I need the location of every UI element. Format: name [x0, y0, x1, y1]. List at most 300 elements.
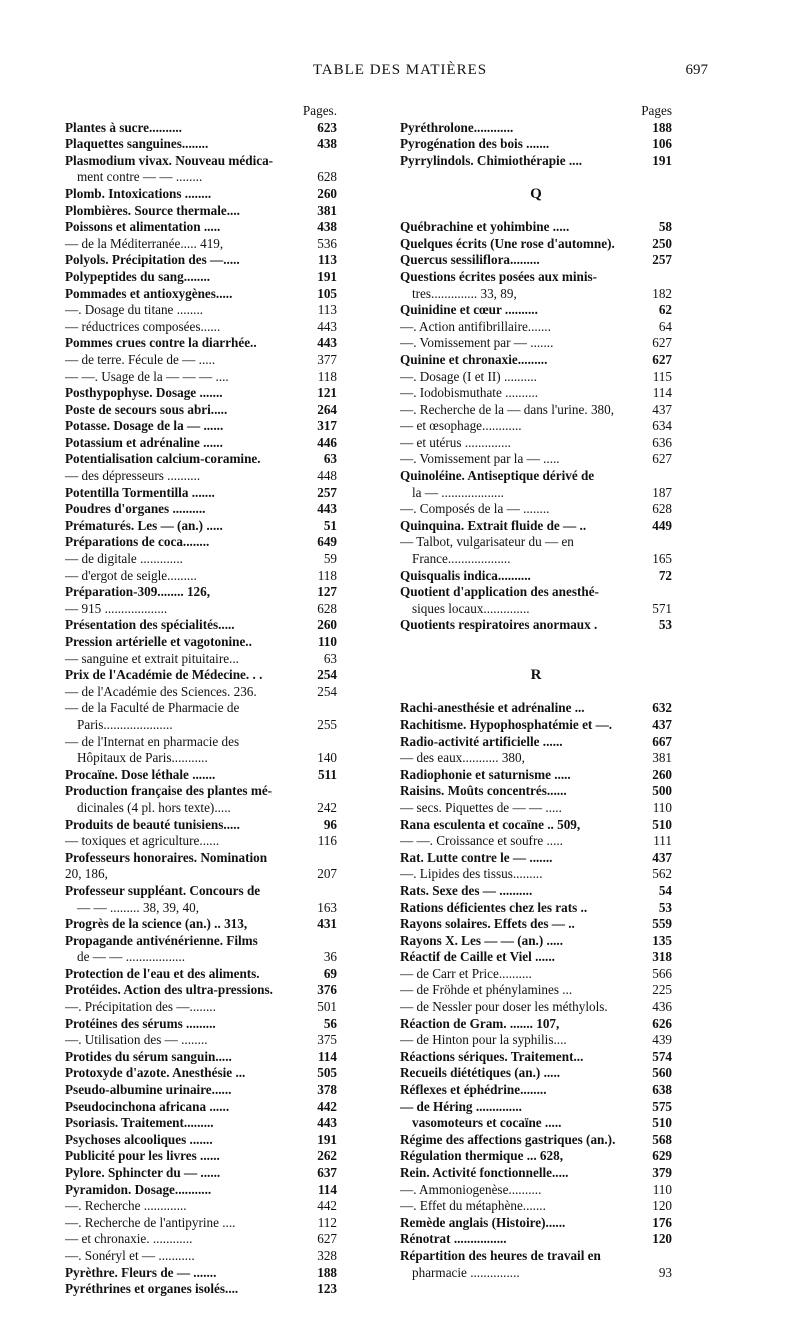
index-entry	[400, 286, 672, 303]
entry-page: 437	[652, 401, 672, 417]
entry-text: Réflexes et éphédrine........	[400, 1082, 547, 1098]
index-entry	[65, 750, 337, 767]
index-entry	[65, 219, 337, 236]
entry-page: 318	[652, 949, 672, 965]
entry-page: 64	[658, 318, 672, 334]
entry-page: 571	[652, 600, 672, 616]
entry-text: — d'ergot de seigle.........	[65, 567, 197, 583]
entry-page: 628	[317, 600, 337, 616]
entry-page: 191	[317, 268, 337, 284]
entry-page: 225	[652, 982, 672, 998]
entry-page: 254	[317, 683, 337, 699]
index-entry	[65, 999, 337, 1016]
entry-page: 106	[652, 136, 672, 152]
entry-text: Radiophonie et saturnisme .....	[400, 766, 571, 782]
index-entry	[400, 1182, 672, 1199]
entry-page: 376	[317, 982, 337, 998]
index-entry	[65, 1198, 337, 1215]
entry-page: 188	[317, 1264, 337, 1280]
entry-text: —. Sonéryl et — ...........	[65, 1247, 195, 1263]
entry-page: 328	[317, 1247, 337, 1263]
entry-text: — de digitale .............	[65, 551, 183, 567]
index-entry	[65, 319, 337, 336]
entry-page: 120	[652, 1231, 672, 1247]
entry-page: 443	[317, 335, 337, 351]
entry-text: Poissons et alimentation .....	[65, 219, 221, 235]
index-entry	[400, 767, 672, 784]
entry-text: vasomoteurs et cocaïne .....	[412, 1115, 562, 1131]
index-entry	[400, 319, 672, 336]
index-entry	[400, 833, 672, 850]
spacer	[400, 203, 672, 220]
entry-text: —. Action antifibrillaire.......	[400, 318, 551, 334]
entry-page: 63	[323, 451, 337, 467]
index-entry	[65, 1099, 337, 1116]
index-entry	[65, 949, 337, 966]
entry-page: 110	[652, 799, 672, 815]
entry-text: pharmacie ...............	[412, 1264, 520, 1280]
index-entry	[400, 1132, 672, 1149]
entry-page: 111	[653, 833, 672, 849]
entry-text: —. Iodobismuthate ..........	[400, 385, 539, 401]
index-entry	[65, 236, 337, 253]
entry-text: Questions écrites posées aux minis-	[400, 268, 598, 284]
index-entry	[65, 451, 337, 468]
entry-text: —. Précipitation des —........	[65, 999, 216, 1015]
entry-page: 110	[652, 1181, 672, 1197]
entry-text: Préparation-309........ 126,	[65, 584, 211, 600]
entry-page: 667	[652, 733, 672, 749]
entry-text: —. Recherche de la — dans l'urine. 380,	[400, 401, 615, 417]
entry-page: 250	[652, 235, 672, 251]
entry-text: Rénotrat ................	[400, 1231, 507, 1247]
entry-text: 20, 186,	[65, 866, 108, 882]
entry-text: Procaïne. Dose léthale .......	[65, 766, 216, 782]
index-entry	[400, 734, 672, 751]
entry-page: 118	[317, 368, 337, 384]
entry-page: 113	[317, 252, 337, 268]
entry-text: — — ......... 38, 39, 40,	[77, 899, 199, 915]
index-entry	[65, 933, 337, 950]
entry-text: Hôpitaux de Paris...........	[77, 750, 208, 766]
entry-page: 575	[652, 1098, 672, 1114]
entry-text: —. Lipides des tissus.........	[400, 866, 543, 882]
entry-text: Rat. Lutte contre le — .......	[400, 849, 553, 865]
entry-page: 438	[317, 136, 337, 152]
index-entry	[400, 783, 672, 800]
entry-text: Protéides. Action des ultra-pressions.	[65, 982, 273, 998]
entry-page: 51	[323, 517, 337, 533]
index-entry	[65, 900, 337, 917]
entry-text: Régulation thermique ... 628,	[400, 1148, 564, 1164]
entry-text: — toxiques et agriculture......	[65, 833, 220, 849]
entry-page: 110	[317, 634, 337, 649]
entry-page: 260	[317, 617, 337, 633]
entry-page: 176	[652, 1214, 672, 1230]
entry-text: Potassium et adrénaline ......	[65, 434, 223, 450]
index-entry	[400, 883, 672, 900]
entry-page: 449	[652, 517, 672, 533]
entry-text: Production française des plantes mé-	[65, 783, 273, 799]
entry-text: Pommades et antioxygènes.....	[65, 285, 233, 301]
index-entry	[65, 783, 337, 800]
entry-text: dicinales (4 pl. hors texte).....	[77, 799, 231, 815]
index-entry	[65, 286, 337, 303]
index-entry	[65, 1065, 337, 1082]
index-entry	[400, 982, 672, 999]
index-entry	[65, 568, 337, 585]
index-entry	[400, 1082, 672, 1099]
index-entry	[400, 435, 672, 452]
index-entry	[65, 518, 337, 535]
entry-text: Rein. Activité fonctionnelle.....	[400, 1165, 569, 1180]
entry-page: 116	[317, 833, 337, 849]
entry-text: Pression artérielle et vagotonine..	[65, 634, 252, 649]
entry-page: 105	[317, 285, 337, 301]
entry-text: Pages	[641, 103, 672, 118]
entry-page: 559	[652, 916, 672, 932]
index-entry	[65, 617, 337, 634]
entry-text: — de terre. Fécule de — .....	[65, 351, 216, 367]
index-entry	[400, 219, 672, 236]
index-entry	[65, 402, 337, 419]
index-entry	[400, 800, 672, 817]
index-entry	[65, 800, 337, 817]
index-entry	[400, 136, 672, 153]
entry-page: 536	[317, 235, 337, 251]
index-entry	[400, 949, 672, 966]
entry-text: Protéines des sérums .........	[65, 1015, 216, 1031]
entry-text: Répartition des heures de travail en	[400, 1247, 601, 1263]
entry-page: 627	[317, 1231, 337, 1247]
entry-page: 377	[317, 351, 337, 367]
index-entry	[400, 418, 672, 435]
entry-text: — de la Faculté de Pharmacie de	[65, 700, 240, 716]
index-entry	[65, 352, 337, 369]
entry-page: 123	[317, 1281, 337, 1297]
entry-page: 114	[317, 1048, 337, 1064]
index-entry	[400, 1198, 672, 1215]
index-entry	[65, 103, 337, 120]
entry-text: Quercus sessiliflora.........	[400, 252, 540, 268]
entry-text: la — ...................	[412, 484, 504, 500]
index-entry	[400, 817, 672, 834]
entry-text: Prix de l'Académie de Médecine. . .	[65, 667, 263, 683]
index-entry	[65, 651, 337, 668]
entry-page: 165	[652, 551, 672, 567]
entry-text: —. Vomissement par — .......	[400, 335, 554, 351]
entry-text: — de Hinton pour la syphilis....	[400, 1032, 567, 1048]
entry-text: Rachitisme. Hypophosphatémie et —.	[400, 716, 613, 732]
entry-text: Propagande antivénérienne. Films	[65, 932, 258, 948]
entry-text: Poste de secours sous abri.....	[65, 401, 228, 417]
index-entry	[65, 418, 337, 435]
entry-text: Plomb. Intoxications ........	[65, 185, 212, 201]
index-entry	[400, 1231, 672, 1248]
entry-text: Polyols. Précipitation des —.....	[65, 252, 240, 268]
entry-page: 163	[317, 899, 337, 915]
index-entry	[400, 750, 672, 767]
entry-page: 114	[317, 1181, 337, 1197]
index-entry	[65, 717, 337, 734]
index-entry	[400, 153, 672, 170]
index-entry	[65, 385, 337, 402]
entry-page: 58	[658, 219, 672, 235]
entry-page: 511	[317, 766, 337, 782]
entry-text: Pseudocinchona africana ......	[65, 1098, 230, 1114]
index-entry	[400, 1265, 672, 1282]
entry-text: Quotient d'application des anesthé-	[400, 584, 599, 600]
entry-page: 510	[652, 1115, 672, 1131]
entry-page: 115	[652, 368, 672, 384]
index-entry	[65, 485, 337, 502]
entry-text: — 915 ...................	[65, 600, 168, 616]
entry-text: Protoxyde d'azote. Anesthésie ...	[65, 1065, 246, 1081]
page-header	[0, 62, 800, 86]
entry-page: 188	[652, 119, 672, 135]
index-entry	[65, 601, 337, 618]
entry-text: —. Utilisation des — ........	[65, 1032, 208, 1048]
index-entry	[65, 153, 337, 170]
entry-page: 381	[317, 202, 337, 218]
entry-page: 257	[317, 484, 337, 500]
entry-page: 53	[658, 617, 672, 633]
index-entry	[400, 568, 672, 585]
index-entry	[65, 883, 337, 900]
index-entry	[65, 684, 337, 701]
entry-text: Pages.	[302, 103, 337, 118]
entry-text: Potentialisation calcium-coramine.	[65, 451, 261, 467]
entry-page: 442	[317, 1198, 337, 1214]
index-entry	[65, 1049, 337, 1066]
entry-text: Quotients respiratoires anormaux .	[400, 617, 598, 633]
entry-page: 505	[317, 1065, 337, 1081]
entry-page: 59	[323, 551, 337, 567]
entry-page: 113	[317, 302, 337, 318]
entry-page: 437	[652, 849, 672, 865]
entry-text: —. Composés de la — ........	[400, 501, 550, 517]
index-entry	[65, 916, 337, 933]
entry-text: — de la Méditerranée..... 419,	[65, 235, 224, 251]
entry-text: — réductrices composées......	[65, 318, 221, 334]
entry-page: 191	[317, 1131, 337, 1147]
index-entry	[65, 1032, 337, 1049]
index-entry	[65, 1248, 337, 1265]
entry-text: — de l'Internat en pharmacie des	[65, 733, 240, 749]
spacer	[400, 634, 672, 667]
page-number: 697	[685, 62, 708, 78]
entry-page: 574	[652, 1048, 672, 1064]
entry-text: Rachi-anesthésie et adrénaline ...	[400, 700, 585, 716]
entry-text: Psychoses alcooliques .......	[65, 1131, 213, 1147]
entry-text: Paris.....................	[77, 716, 173, 732]
entry-page: 439	[652, 1032, 672, 1048]
entry-page: 63	[323, 650, 337, 666]
index-entry	[65, 667, 337, 684]
index-entry	[400, 518, 672, 535]
entry-text: — de Héring ..............	[400, 1098, 522, 1114]
entry-page: 431	[317, 916, 337, 932]
entry-text: —. Dosage du titane ........	[65, 302, 204, 318]
entry-page: 627	[652, 351, 672, 367]
entry-page: 627	[652, 451, 672, 467]
entry-page: 443	[317, 318, 337, 334]
entry-page: 264	[317, 401, 337, 417]
entry-text: Quinidine et cœur ..........	[400, 302, 538, 318]
entry-page: 262	[317, 1148, 337, 1164]
entry-text: France...................	[412, 551, 511, 567]
entry-text: de — — ..................	[77, 949, 186, 965]
entry-page: 36	[323, 949, 337, 965]
index-entry	[65, 767, 337, 784]
index-entry	[400, 700, 672, 717]
entry-text: Recueils diététiques (an.) .....	[400, 1065, 561, 1081]
index-entry	[65, 551, 337, 568]
entry-page: 140	[317, 750, 337, 766]
entry-text: — des dépresseurs ..........	[65, 468, 201, 484]
entry-text: Potasse. Dosage de la — ......	[65, 418, 224, 434]
section-letter	[400, 667, 672, 684]
index-entry	[400, 451, 672, 468]
entry-text: Professeurs honoraires. Nomination	[65, 849, 268, 865]
index-entry	[65, 252, 337, 269]
entry-text: Pyrogénation des bois .......	[400, 136, 550, 152]
section-heading: R	[530, 667, 542, 684]
entry-text: Pyramidon. Dosage...........	[65, 1181, 212, 1197]
index-entry	[400, 1165, 672, 1182]
index-entry	[400, 900, 672, 917]
entry-text: — de Nessler pour doser les méthylols.	[400, 999, 608, 1015]
entry-text: Quinquina. Extrait fluide de — ..	[400, 517, 587, 533]
entry-text: —. Vomissement par la — .....	[400, 451, 560, 467]
entry-page: 632	[652, 700, 672, 716]
entry-text: Rayons X. Les — — (an.) .....	[400, 932, 564, 948]
entry-text: Plombières. Source thermale....	[65, 202, 240, 218]
index-entry	[65, 982, 337, 999]
entry-text: —. Dosage (I et II) ..........	[400, 368, 537, 384]
entry-page: 254	[317, 667, 337, 683]
entry-page: 255	[317, 716, 337, 732]
entry-text: Remède anglais (Histoire)......	[400, 1214, 566, 1230]
index-entry	[400, 369, 672, 386]
entry-page: 637	[317, 1165, 337, 1180]
entry-page: 317	[317, 418, 337, 434]
entry-text: Quisqualis indica..........	[400, 567, 531, 583]
entry-page: 120	[652, 1198, 672, 1214]
index-entry	[65, 866, 337, 883]
index-entry	[400, 551, 672, 568]
entry-text: Protides du sérum sanguin.....	[65, 1048, 232, 1064]
index-entry	[65, 584, 337, 601]
entry-page: 442	[317, 1098, 337, 1114]
entry-text: — des eaux........... 380,	[400, 750, 525, 766]
entry-page: 375	[317, 1032, 337, 1048]
entry-text: Prématurés. Les — (an.) .....	[65, 517, 223, 533]
index-entry	[65, 1132, 337, 1149]
index-entry	[400, 302, 672, 319]
entry-text: — de Fröhde et phénylamines ...	[400, 982, 573, 998]
entry-text: — —. Croissance et soufre .....	[400, 833, 563, 849]
entry-text: Présentation des spécialités.....	[65, 617, 235, 633]
entry-text: Réactions sériques. Traitement...	[400, 1048, 584, 1064]
entry-page: 207	[317, 866, 337, 882]
entry-page: 636	[652, 434, 672, 450]
entry-text: Progrès de la science (an.) .. 313,	[65, 916, 248, 932]
entry-text: Plasmodium vivax. Nouveau médica-	[65, 152, 274, 168]
entry-page: 446	[317, 434, 337, 450]
index-entry	[65, 534, 337, 551]
index-entry	[65, 136, 337, 153]
entry-page: 96	[323, 816, 337, 832]
index-entry	[400, 1049, 672, 1066]
index-entry	[400, 999, 672, 1016]
index-entry	[400, 933, 672, 950]
index-entry	[65, 435, 337, 452]
index-entry	[65, 1215, 337, 1232]
entry-page: 260	[652, 766, 672, 782]
entry-text: — de l'Académie des Sciences. 236.	[65, 683, 257, 699]
entry-text: Pseudo-albumine urinaire......	[65, 1082, 232, 1098]
index-entry	[400, 335, 672, 352]
entry-page: 260	[317, 185, 337, 201]
entry-text: Rats. Sexe des — ..........	[400, 882, 533, 898]
entry-text: Rations déficientes chez les rats ..	[400, 899, 588, 915]
entry-text: Pylore. Sphincter du — ......	[65, 1165, 221, 1180]
entry-text: Réaction de Gram. ....... 107,	[400, 1015, 560, 1031]
index-entry	[65, 1231, 337, 1248]
entry-page: 72	[658, 567, 672, 583]
index-entry	[65, 1115, 337, 1132]
index-entry	[400, 501, 672, 518]
entry-page: 114	[652, 385, 672, 401]
entry-text: — de Carr et Price..........	[400, 965, 532, 981]
index-entry	[400, 236, 672, 253]
index-entry	[65, 1182, 337, 1199]
entry-text: Pyréthrines et organes isolés....	[65, 1281, 239, 1297]
entry-text: Psoriasis. Traitement.........	[65, 1115, 214, 1131]
entry-page: 627	[652, 335, 672, 351]
entry-text: tres.............. 33, 89,	[412, 285, 517, 301]
spacer	[400, 169, 672, 186]
index-entry	[400, 1016, 672, 1033]
entry-page: 187	[652, 484, 672, 500]
entry-page: 436	[652, 999, 672, 1015]
section-heading: Q	[530, 185, 542, 202]
entry-page: 560	[652, 1065, 672, 1081]
entry-page: 568	[652, 1131, 672, 1147]
index-entry	[400, 1032, 672, 1049]
index-entry	[65, 335, 337, 352]
entry-page: 53	[658, 899, 672, 915]
page-title: TABLE DES MATIÈRES	[312, 62, 488, 78]
entry-page: 127	[317, 584, 337, 600]
entry-text: — secs. Piquettes de — — .....	[400, 799, 562, 815]
entry-page: 54	[658, 882, 672, 898]
entry-text: Potentilla Tormentilla .......	[65, 484, 215, 500]
entry-text: — et chronaxie. ............	[65, 1231, 193, 1247]
index-entry	[65, 1165, 337, 1182]
index-entry	[65, 1016, 337, 1033]
index-entry	[65, 700, 337, 717]
index-entry	[65, 634, 337, 651]
index-entry	[65, 833, 337, 850]
entry-text: Radio-activité artificielle ......	[400, 733, 563, 749]
index-entry	[400, 717, 672, 734]
index-entry	[65, 850, 337, 867]
index-entry	[65, 186, 337, 203]
entry-page: 448	[317, 468, 337, 484]
index-entry	[65, 203, 337, 220]
